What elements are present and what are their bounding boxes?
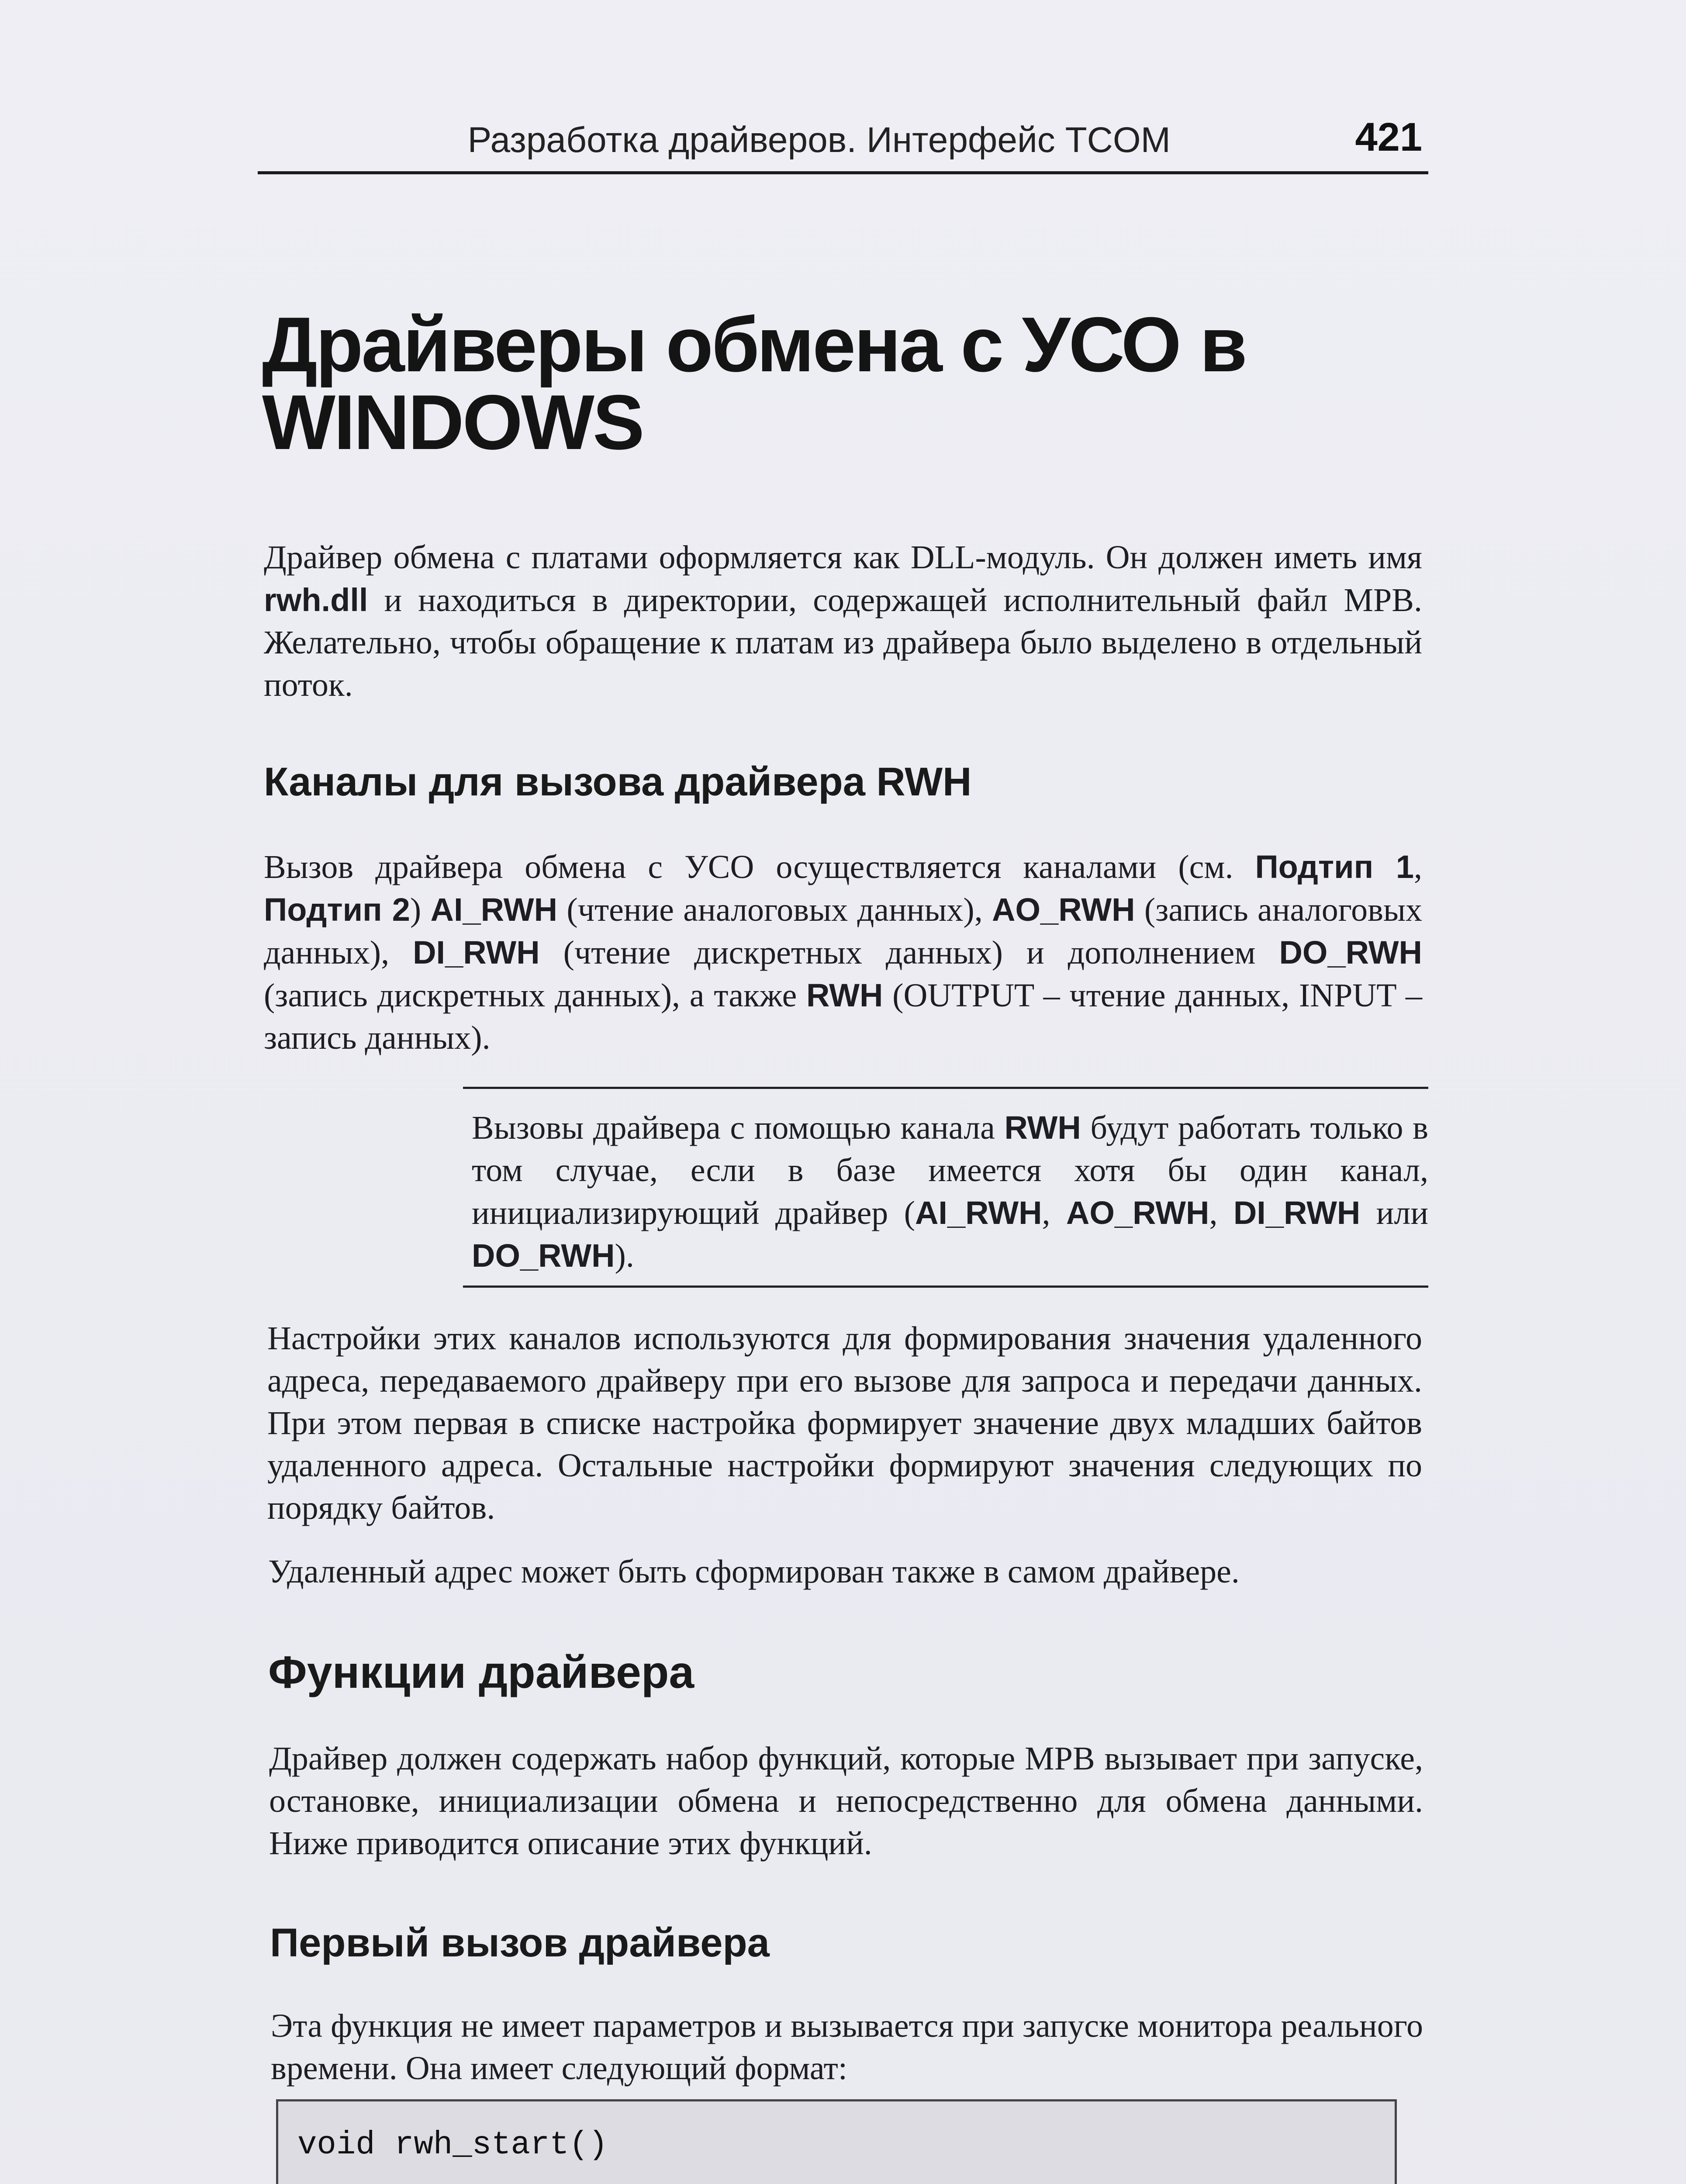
chapter-title-line1: Драйверы обмена с УСО в xyxy=(262,301,1246,388)
note-box xyxy=(463,1087,1428,1288)
chapter-title xyxy=(262,301,1398,466)
chapter-title-line2: WINDOWS xyxy=(262,379,643,466)
section-heading-first-call: Первый вызов драйвера xyxy=(270,1921,770,1965)
code-block xyxy=(276,2099,1397,2184)
code-line: void rwh_start() xyxy=(297,2127,608,2163)
channels-paragraph: Вызов драйвера обмена с УСО осуществляется каналами (см. Подтип 1, Подтип 2) AI_RWH (чтение аналоговых данных), AO_RWH (запись аналоговых данных), DI_RWH (чтение дискретных данных) и дополнением DO_RWH (запись дискретных данных), а также RWH (OUTPUT – чтение данных, INPUT – запись данных). xyxy=(264,849,1423,1056)
first-call-paragraph: Эта функция не имеет параметров и вызывается при запуске монитора реального времени. Она имеет следующий формат: xyxy=(271,2008,1423,2087)
dll-name: rwh.dll xyxy=(264,582,368,618)
intro-paragraph: Драйвер обмена с платами оформляется как DLL-модуль. Он должен иметь имя rwh.dll и находиться в директории, содержащей исполнительный файл МРВ. Желательно, чтобы обращение к платам из драйвера было выделено в отдельный поток. xyxy=(264,539,1422,703)
note-text: Вызовы драйвера с помощью канала RWH будут работать только в том случае, если в базе имеется хотя бы один канал, инициализирующий драйвер (AI_RWH, AO_RWH, DI_RWH или DO_RWH). xyxy=(472,1109,1429,1274)
section-heading-functions: Функции драйвера xyxy=(268,1647,694,1698)
remote-address-paragraph: Удаленный адрес может быть сформирован также в самом драйвере. xyxy=(268,1553,1240,1590)
functions-paragraph: Драйвер должен содержать набор функций, которые МРВ вызывает при запуске, остановке, инициализации обмена и непосредственно для обмена данными. Ниже приводится описание этих функций. xyxy=(269,1740,1423,1862)
section-heading-channels: Каналы для вызова драйвера RWH xyxy=(264,760,972,804)
running-header xyxy=(258,114,1428,174)
settings-paragraph: Настройки этих каналов используются для формирования значения удаленного адреса, передаваемого драйверу при его вызове для запроса и передачи данных. При этом первая в списке настройка формирует значение двух младших байтов удаленного адреса. Остальные настройки формируют значения следующих по порядку байтов. xyxy=(267,1320,1422,1526)
page-number: 421 xyxy=(1355,115,1422,159)
running-title: Разработка драйверов. Интерфейс TCOM xyxy=(467,120,1171,160)
